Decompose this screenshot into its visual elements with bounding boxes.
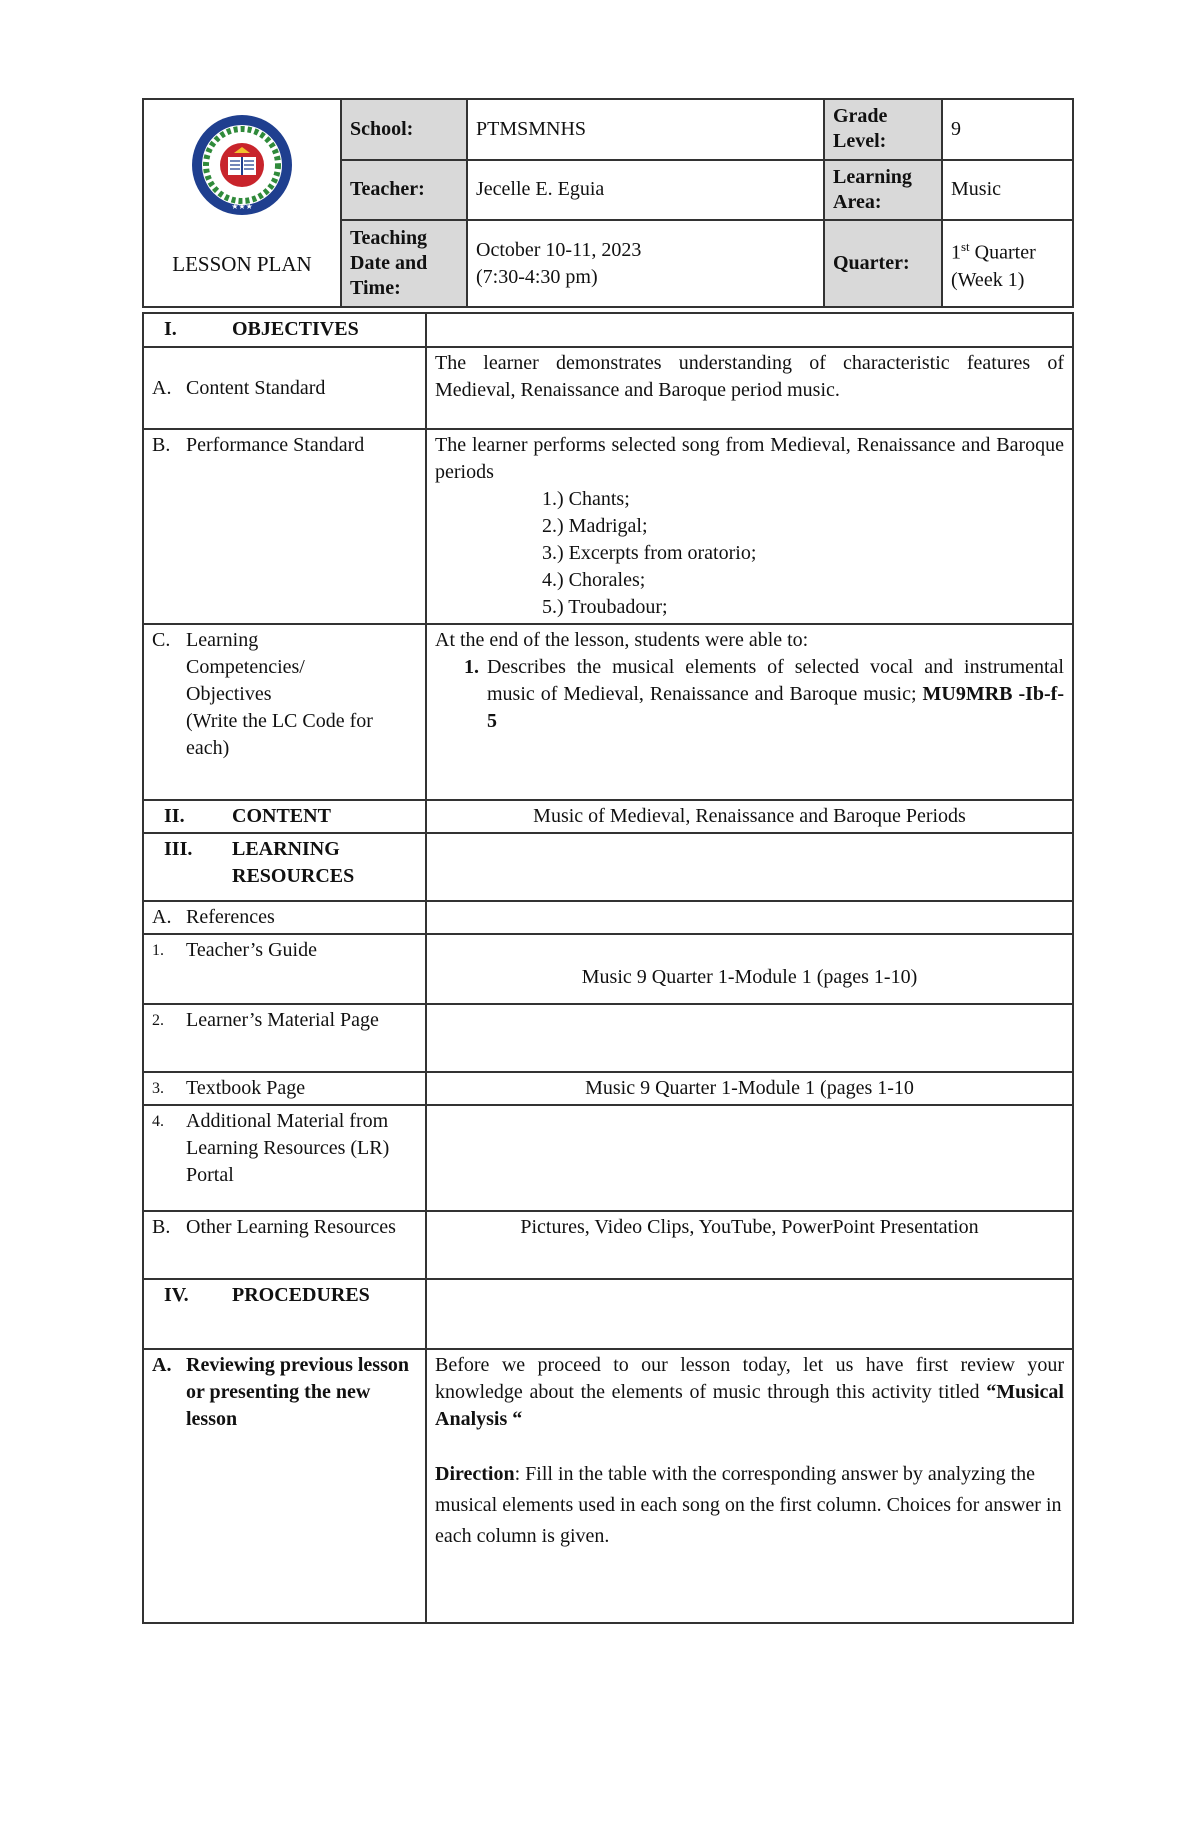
label-line: (Write the LC Code for each) xyxy=(186,710,373,759)
lesson-plan-title-cell xyxy=(143,99,341,307)
content-standard-text: The learner demonstrates understanding of characteristic features of Medieval, Renaissance and Baroque period music. xyxy=(426,347,1073,429)
list-item: 2.) Madrigal; xyxy=(542,515,648,537)
activity-title: “Musical Analysis “ xyxy=(435,1381,1064,1430)
item-mark: C. xyxy=(152,629,171,651)
direction-text xyxy=(435,1459,1064,1552)
grade-value: 9 xyxy=(942,99,1073,160)
learning-resources-row xyxy=(143,833,1073,901)
label-line: Objectives xyxy=(186,683,272,705)
competencies-intro: At the end of the lesson, students were able to: xyxy=(435,629,809,651)
svg-text:★★★: ★★★ xyxy=(231,202,253,211)
review-row xyxy=(143,1349,1073,1623)
content-text: Music of Medieval, Renaissance and Baroque Periods xyxy=(426,800,1073,833)
procedures-heading: PROCEDURES xyxy=(232,1284,370,1306)
item-mark: 1. xyxy=(152,942,164,959)
performance-song-list xyxy=(435,486,1064,621)
teaching-date-label: Teaching Date and Time: xyxy=(341,220,467,307)
references-row xyxy=(143,901,1073,934)
item-mark: A. xyxy=(152,906,172,928)
performance-standard-label: Performance Standard xyxy=(186,434,365,456)
competency-text: Describes the musical elements of selected vocal and instrumental music of Medieval, Renaissance and Baroque music; xyxy=(487,656,1064,705)
item-mark: B. xyxy=(152,1216,171,1238)
textbook-text: Music 9 Quarter 1-Module 1 (pages 1-10 xyxy=(426,1072,1073,1105)
quarter-label: Quarter: xyxy=(824,220,942,307)
item-mark: A. xyxy=(152,376,172,399)
teacher-value: Jecelle E. Eguia xyxy=(467,160,824,221)
competencies-row xyxy=(143,624,1073,800)
date-line: October 10-11, 2023 xyxy=(476,238,642,261)
grade-label: Grade Level: xyxy=(824,99,942,160)
competency-item xyxy=(435,654,1064,735)
review-text xyxy=(435,1352,1064,1433)
section-mark: I. xyxy=(164,318,177,340)
objectives-row xyxy=(143,313,1073,347)
learning-area-label: Learning Area: xyxy=(824,160,942,221)
school-value: PTMSMNHS xyxy=(467,99,824,160)
school-seal-logo-icon xyxy=(190,113,294,217)
teachers-guide-label: Teacher’s Guide xyxy=(186,939,317,961)
item-mark: A. xyxy=(152,1354,172,1376)
school-label: School: xyxy=(341,99,467,160)
textbook-label: Textbook Page xyxy=(186,1077,306,1099)
section-mark: III. xyxy=(164,838,193,860)
time-line: (7:30-4:30 pm) xyxy=(476,265,598,288)
competencies-label xyxy=(186,627,417,762)
content-standard-label: Content Standard xyxy=(186,376,326,399)
label-line: Competencies/ xyxy=(186,656,305,678)
other-resources-text: Pictures, Video Clips, YouTube, PowerPoint Presentation xyxy=(426,1211,1073,1279)
list-item: 4.) Chorales; xyxy=(542,569,646,591)
content-standard-row xyxy=(143,347,1073,429)
learners-material-row xyxy=(143,1004,1073,1072)
teachers-guide-text: Music 9 Quarter 1-Module 1 (pages 1-10) xyxy=(426,934,1073,1004)
section-mark: II. xyxy=(164,805,185,827)
teacher-label: Teacher: xyxy=(341,160,467,221)
direction-body: : Fill in the table with the corresponding answer by analyzing the musical elements used in each song on the first column. Choices for answer in each column is given. xyxy=(435,1463,1062,1547)
item-mark: B. xyxy=(152,434,171,456)
procedures-row xyxy=(143,1279,1073,1349)
performance-standard-row xyxy=(143,429,1073,624)
references-label: References xyxy=(186,906,275,928)
item-mark: 3. xyxy=(152,1080,164,1097)
list-item: 3.) Excerpts from oratorio; xyxy=(542,542,757,564)
other-resources-row xyxy=(143,1211,1073,1279)
review-intro: Before we proceed to our lesson today, let us have first review your knowledge about the elements of music through this activity titled xyxy=(435,1354,1064,1403)
quarter-value xyxy=(942,220,1073,307)
list-item: 1.) Chants; xyxy=(542,488,630,510)
quarter-number: 1 xyxy=(951,241,961,264)
additional-material-row xyxy=(143,1105,1073,1211)
item-mark: 2. xyxy=(152,1012,164,1029)
content-heading: CONTENT xyxy=(232,805,331,827)
teachers-guide-row xyxy=(143,934,1073,1004)
direction-label: Direction xyxy=(435,1463,515,1485)
other-resources-label: Other Learning Resources xyxy=(186,1216,396,1238)
item-number: 1. xyxy=(464,656,479,678)
quarter-suffix: st xyxy=(961,239,970,255)
learning-area-value: Music xyxy=(942,160,1073,221)
list-item: 5.) Troubadour; xyxy=(542,596,668,618)
lesson-plan-title: LESSON PLAN xyxy=(172,252,312,276)
learners-material-label: Learner’s Material Page xyxy=(186,1009,379,1031)
learning-resources-heading: LEARNING RESOURCES xyxy=(232,838,355,887)
textbook-row xyxy=(143,1072,1073,1105)
review-label: Reviewing previous lesson or presenting the new lesson xyxy=(186,1354,409,1430)
lesson-body-table xyxy=(142,312,1074,1624)
section-mark: IV. xyxy=(164,1284,189,1306)
label-line: Learning xyxy=(186,629,259,651)
quarter-week: (Week 1) xyxy=(951,268,1025,291)
lesson-plan-page xyxy=(142,98,1072,1624)
item-mark: 4. xyxy=(152,1113,164,1130)
lc-code: MU9MRB -Ib-f-5 xyxy=(487,683,1064,732)
additional-material-label: Additional Material from Learning Resources (LR) Portal xyxy=(186,1110,390,1186)
quarter-word: Quarter xyxy=(969,241,1036,264)
teaching-date-value xyxy=(467,220,824,307)
content-row xyxy=(143,800,1073,833)
objectives-heading: OBJECTIVES xyxy=(232,318,359,340)
performance-standard-text: The learner performs selected song from Medieval, Renaissance and Baroque periods xyxy=(435,434,1064,483)
header-table xyxy=(142,98,1074,308)
